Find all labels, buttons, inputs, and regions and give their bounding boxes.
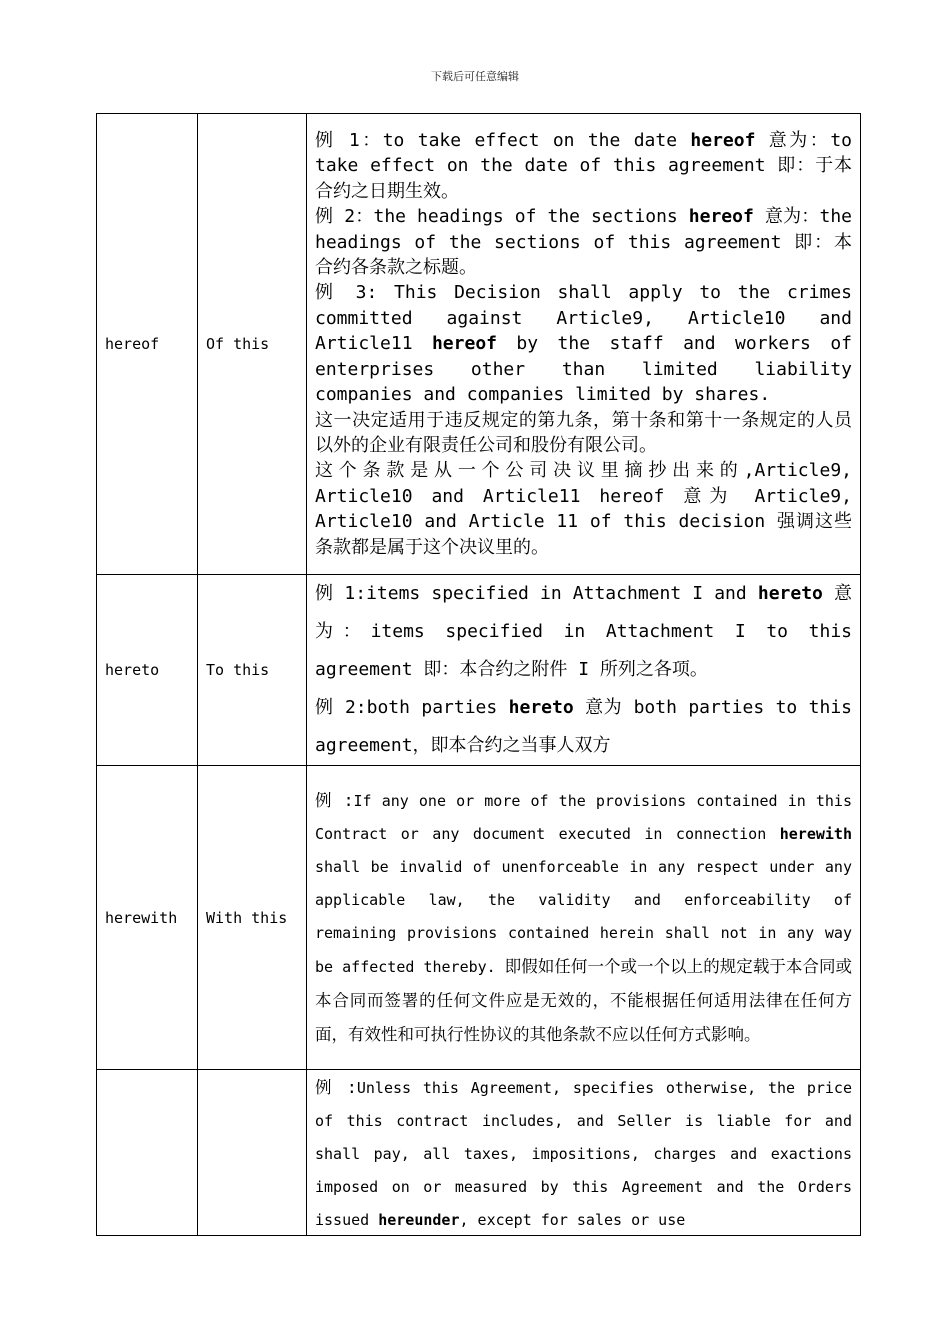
highlight-term: hereto [757, 583, 823, 604]
example-paragraph: 例 1:items specified in Attachment I and hereto 意为：items specified in Attachment I to this agreement 即：本合约之附件 I 所列之各项。 [315, 583, 853, 680]
example-paragraph: 例 2:both parties hereto 意为 both parties to this agreement，即本合约之当事人双方 [315, 697, 853, 756]
examples-cell [307, 1070, 861, 1236]
table-row [97, 1070, 861, 1236]
examples-cell [307, 575, 861, 766]
table-row [97, 114, 861, 575]
table-row [97, 575, 861, 766]
highlight-term: hereof [431, 333, 497, 355]
term-cell: hereof [97, 114, 198, 575]
example-paragraph: 例 2：the headings of the sections hereof 意为：the headings of the sections of this agreement 即：本合约各条款之标题。 [315, 206, 852, 279]
highlight-term: hereto [508, 697, 574, 718]
examples-cell [307, 766, 861, 1070]
page-header: 下载后可任意编辑 [431, 70, 519, 83]
highlight-term: hereof [690, 130, 756, 152]
meaning-cell [198, 1070, 307, 1236]
example-paragraph: 例 1：to take effect on the date hereof 意为：to take effect on the date of this agreement 即：于本合约之日期生效。 [315, 130, 852, 202]
example-paragraph: 例 :If any one or more of the provisions contained in this Contract or any document executed in connection herewith shall be invalid of unenforceable in any respect under any applicable law, the validity and enforceability of remaining provisions contained herein shall not in any way be affected thereby. 即假如任何一个或一个以上的规定载于本合同或本合同而签署的任何文件应是无效的，不能根据任何适用法律在任何方面，有效性和可执行性协议的其他条款不应以任何方式影响。 [315, 790, 852, 1044]
highlight-term: hereof [688, 206, 754, 228]
meaning-cell: With this [198, 766, 307, 1070]
term-cell: hereto [97, 575, 198, 766]
example-paragraph: 这个条款是从一个公司决议里摘抄出来的,Article9, Article10 and Article11 hereof 意为 Article9, Article10 and Article 11 of this decision 强调这些条款都是属于这个决议里的。 [315, 460, 852, 558]
example-paragraph: 例 3: This Decision shall apply to the crimes committed against Article9, Article10 and Article11 hereof by the staff and workers of enterprises other than limited liability companies and companies limited by shares. [315, 282, 852, 406]
meaning-cell: Of this [198, 114, 307, 575]
highlight-term: herewith [779, 824, 852, 843]
examples-cell [307, 114, 861, 575]
meaning-cell: To this [198, 575, 307, 766]
term-cell: herewith [97, 766, 198, 1070]
terms-table [96, 113, 861, 1236]
table-row [97, 766, 861, 1070]
example-paragraph: 例 :Unless this Agreement, specifies otherwise, the price of this contract includes, and Seller is liable for and shall pay, all taxes, impositions, charges and exactions imposed on or measured by this Agreement and the Orders issued hereunder, except for sales or use [315, 1077, 852, 1229]
term-cell [97, 1070, 198, 1236]
example-paragraph: 这一决定适用于违反规定的第九条，第十条和第十一条规定的人员以外的企业有限责任公司和股份有限公司。 [315, 409, 852, 456]
highlight-term: hereunder [378, 1210, 460, 1229]
